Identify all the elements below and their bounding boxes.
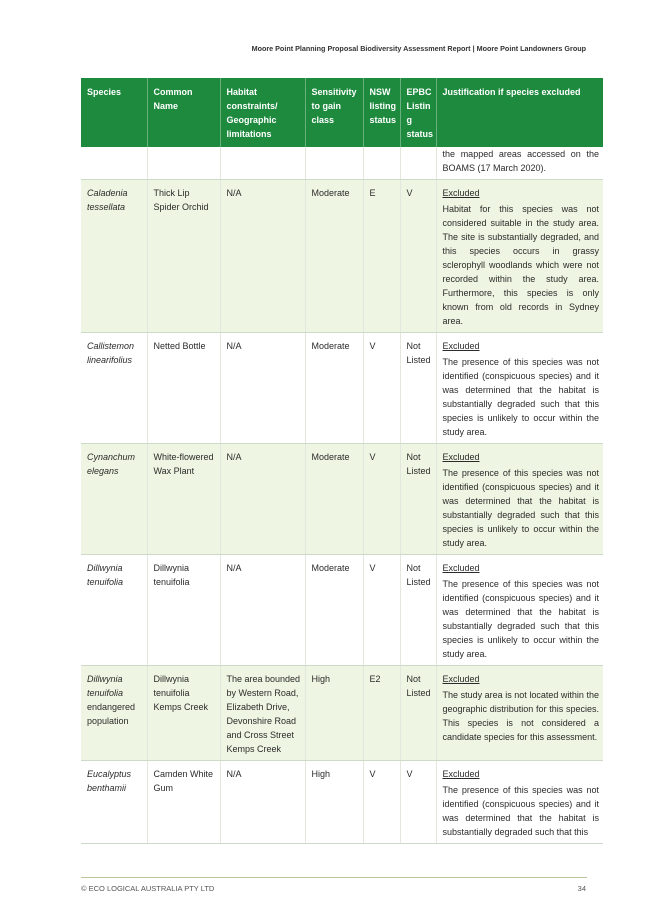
epbc-status-cell: Not Listed [400,333,436,444]
excluded-label: Excluded [442,674,480,684]
justification-text: The study area is not located within the geographic distribution for this species. This species is not considered a candidate species for this assessment. [442,690,599,742]
footer-copyright: © ECO LOGICAL AUSTRALIA PTY LTD [81,884,215,893]
page-number: 34 [577,884,586,893]
species-cell [81,761,147,844]
table-row [81,555,603,666]
excluded-label: Excluded [442,452,480,462]
page-header: Moore Point Planning Proposal Biodiversity Assessment Report | Moore Point Landowners Group [251,44,586,53]
habitat-cell: N/A [220,333,305,444]
justification-cell [436,444,603,555]
column-header [436,78,603,147]
epbc-status-cell: Not Listed [400,666,436,761]
sensitivity-cell: Moderate [305,333,363,444]
species-name: Cynanchum elegans [87,452,136,476]
excluded-label: Excluded [442,188,480,198]
common-name-cell: Dillwynia tenuifolia Kemps Creek [147,666,220,761]
sensitivity-cell: Moderate [305,555,363,666]
sensitivity-cell: High [305,666,363,761]
common-name-cell: Dillwynia tenuifolia [147,555,220,666]
species-table [81,78,603,844]
column-header-line: listing [369,101,396,111]
epbc-status-cell: V [400,180,436,333]
excluded-label: Excluded [442,563,480,573]
species-cell [81,180,147,333]
column-header-line: g [406,115,412,125]
column-header-line: status [406,129,434,139]
epbc-status-cell: Not Listed [400,444,436,555]
justification-cell [436,180,603,333]
justification-cell [436,333,603,444]
epbc-status-cell: V [400,761,436,844]
column-header-line: Listin [406,101,431,111]
common-name-cell: Thick Lip Spider Orchid [147,180,220,333]
footer-divider [81,877,587,878]
column-header-line: to gain [311,101,341,111]
species-cell [81,333,147,444]
nsw-status-cell: E2 [363,666,400,761]
column-header-line: Justification if species excluded [442,87,581,97]
common-name-cell: Camden White Gum [147,761,220,844]
habitat-cell: N/A [220,761,305,844]
column-header-line: limitations [226,129,272,139]
table-row [81,444,603,555]
column-header-line: Common [153,87,193,97]
species-name: Dillwynia tenuifolia [87,563,124,587]
sensitivity-cell: Moderate [305,180,363,333]
column-header-line: Species [87,87,122,97]
epbc-status-cell: Not Listed [400,555,436,666]
common-name-cell: White-flowered Wax Plant [147,444,220,555]
nsw-status-cell: V [363,333,400,444]
justification-text: The presence of this species was not identified (conspicuous species) and it was determined that the habitat is substantially degraded such that this species is unlikely to occur within the study area. [442,579,599,659]
table-row [81,761,603,844]
species-name: Caladenia tessellata [87,188,128,212]
table-row [81,666,603,761]
column-header [363,78,400,147]
column-header-line: class [311,115,335,125]
species-cell [81,444,147,555]
table-row [81,180,603,333]
column-header-line: NSW [369,87,391,97]
column-header-line: Geographic [226,115,277,125]
habitat-cell: N/A [220,180,305,333]
column-header-line: constraints/ [226,101,278,111]
common-name-cell: Netted Bottle [147,333,220,444]
justification-cell [436,666,603,761]
nsw-status-cell: V [363,555,400,666]
table-body [81,147,603,844]
column-header [400,78,436,147]
excluded-label: Excluded [442,769,480,779]
species-name: Callistemon linearifolius [87,341,135,365]
habitat-cell: N/A [220,555,305,666]
table-row [81,333,603,444]
continuation-text: the mapped areas accessed on the BOAMS (17 March 2020). [436,147,603,180]
column-header [220,78,305,147]
column-header [147,78,220,147]
species-cell [81,666,147,761]
column-header-line: EPBC [406,87,432,97]
nsw-status-cell: V [363,444,400,555]
justification-text: Habitat for this species was not considered suitable in the study area. The site is substantially degraded, and this species occurs in grassy sclerophyll woodlands which were not recorded within the study area. Furthermore, this species is only known from old records in Sydney area. [442,204,599,326]
continuation-row [81,147,603,180]
species-cell [81,555,147,666]
column-header-line: Habitat [226,87,258,97]
sensitivity-cell: High [305,761,363,844]
column-header-line: Sensitivity [311,87,357,97]
justification-text: The presence of this species was not identified (conspicuous species) and it was determined that the habitat is substantially degraded such that this [442,785,599,837]
column-header [305,78,363,147]
nsw-status-cell: V [363,761,400,844]
justification-text: The presence of this species was not identified (conspicuous species) and it was determined that the habitat is substantially degraded such that this species is unlikely to occur within the study area. [442,357,599,437]
species-note: endangered population [87,702,136,726]
justification-cell [436,761,603,844]
column-header [81,78,147,147]
habitat-cell: N/A [220,444,305,555]
habitat-cell: The area bounded by Western Road, Elizabeth Drive, Devonshire Road and Cross Street Kemps Creek [220,666,305,761]
species-name: Dillwynia tenuifolia [87,674,124,698]
nsw-status-cell: E [363,180,400,333]
species-name: Eucalyptus benthamii [87,769,132,793]
table-header-row [81,78,603,147]
excluded-label: Excluded [442,341,480,351]
column-header-line: status [369,115,397,125]
justification-cell [436,555,603,666]
sensitivity-cell: Moderate [305,444,363,555]
column-header-line: Name [153,101,179,111]
justification-text: The presence of this species was not identified (conspicuous species) and it was determined that the habitat is substantially degraded such that this species is unlikely to occur within the study area. [442,468,599,548]
